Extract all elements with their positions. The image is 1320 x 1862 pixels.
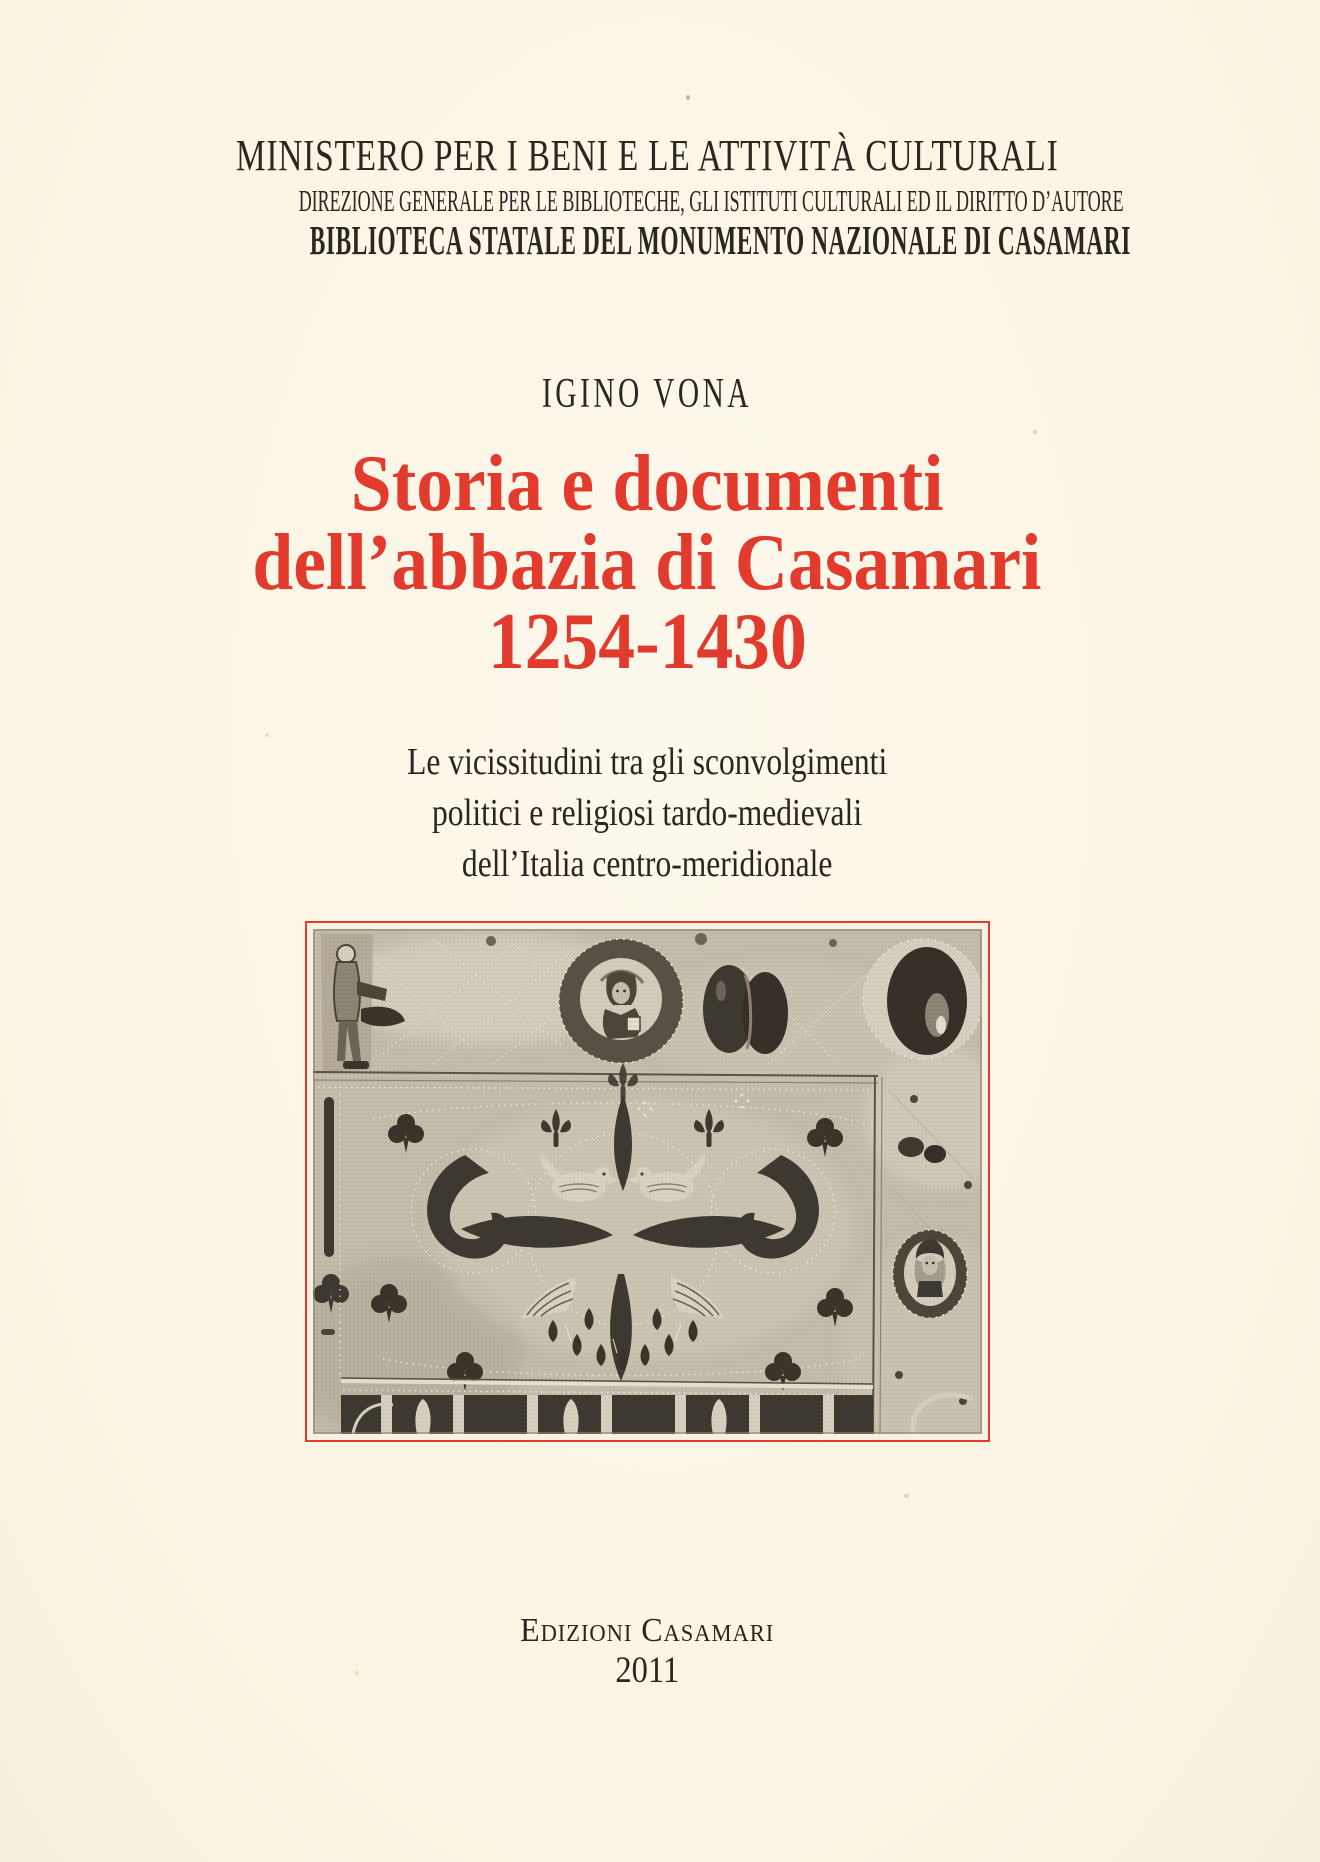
subtitle-line-2: politici e religiosi tardo-medievali: [431, 792, 863, 834]
subtitle-line-1: Le vicissitudini tra gli sconvolgimenti: [406, 741, 888, 783]
directorate-line-text: DIREZIONE GENERALE PER LE BIBLIOTECHE, GLI ISTITUTI CULTURALI ED IL DIRITTO D’AUTORE: [298, 183, 1124, 218]
author-name: IGINO VONA: [541, 371, 753, 417]
library-line: [0, 216, 1294, 264]
paper-speck: [355, 1671, 359, 1675]
title-line-1: Storia e documenti: [350, 440, 944, 528]
cover-photo: [313, 929, 982, 1434]
subtitle-line-3: dell’Italia centro-meridionale: [461, 843, 833, 885]
paper-speck: [686, 95, 690, 100]
ministry-line: [0, 130, 1294, 181]
book-title: [0, 440, 1294, 686]
cover-photo-frame: [305, 921, 990, 1442]
publication-year: 2011: [615, 1650, 679, 1691]
publisher-name: Edizioni Casamari: [519, 1612, 775, 1649]
library-line-text: BIBLIOTECA STATALE DEL MONUMENTO NAZIONALE DI CASAMARI: [309, 217, 1131, 263]
paper-speck: [1033, 430, 1037, 434]
title-line-2: dell’abbazia di Casamari: [252, 519, 1042, 607]
paper-speck: [904, 1494, 909, 1498]
title-line-3: 1254-1430: [487, 598, 807, 686]
paper-speck: [265, 733, 269, 737]
ministry-line-text: MINISTERO PER I BENI E LE ATTIVITÀ CULTURALI: [235, 131, 1059, 180]
book-subtitle: [0, 737, 1294, 890]
directorate-line: [0, 183, 1294, 219]
